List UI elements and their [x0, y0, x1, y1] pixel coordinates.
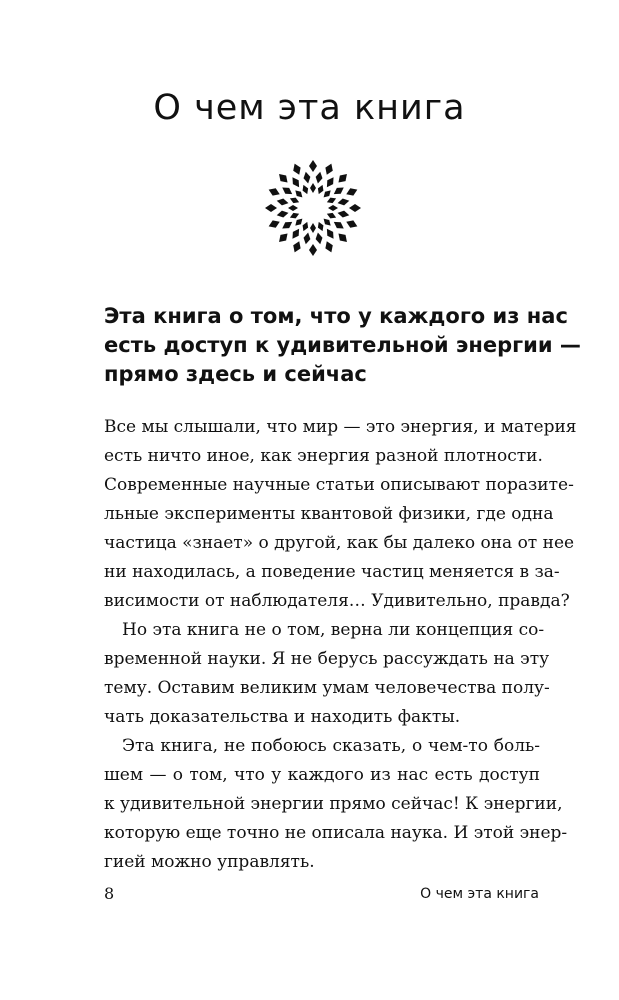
- text-line: частица «знает» о другой, как бы далеко она от нее: [104, 533, 575, 553]
- text-line: чать доказательства и находить факты.: [104, 707, 461, 727]
- text-line: временной науки. Я не берусь рассуждать на эту: [104, 649, 550, 669]
- text-line: которую еще точно не описала наука. И этой энер-: [104, 823, 568, 843]
- subtitle-line: прямо здесь и сейчас: [104, 362, 367, 386]
- text-line: висимости от наблюдателя… Удивительно, правда?: [104, 591, 570, 611]
- text-line: Все мы слышали, что мир — это энергия, и материя: [104, 417, 577, 437]
- text-line: шем — о том, что у каждого из нас есть доступ: [104, 765, 540, 785]
- text-line: к удивительной энергии прямо сейчас! К энергии,: [104, 794, 563, 814]
- text-line: Но эта книга не о том, верна ли концепция со-: [122, 620, 545, 640]
- page-number: 8: [104, 884, 115, 903]
- flower-ornament-icon: [265, 160, 361, 256]
- text-line: есть ничто иное, как энергия разной плотности.: [104, 446, 543, 466]
- text-line: тему. Оставим великим умам человечества полу-: [104, 678, 550, 698]
- text-line: Эта книга, не побоюсь сказать, о чем-то боль-: [122, 736, 540, 756]
- subtitle-line: Эта книга о том, что у каждого из нас: [104, 304, 568, 328]
- text-line: гией можно управлять.: [104, 852, 315, 872]
- paragraph-2: [104, 616, 550, 732]
- body-text: [104, 413, 577, 877]
- paragraph-3: [104, 732, 568, 877]
- running-head: О чем эта книга: [420, 886, 539, 902]
- text-line: Современные научные статьи описывают поразите-: [104, 475, 574, 495]
- subtitle-line: есть доступ к удивительной энергии —: [104, 333, 581, 357]
- text-line: льные эксперименты квантовой физики, где одна: [104, 504, 554, 524]
- text-line: ни находилась, а поведение частиц меняется в за-: [104, 562, 560, 582]
- paragraph-1: [104, 413, 577, 616]
- chapter-title: О чем эта книга: [153, 88, 466, 128]
- chapter-subtitle: [104, 302, 581, 389]
